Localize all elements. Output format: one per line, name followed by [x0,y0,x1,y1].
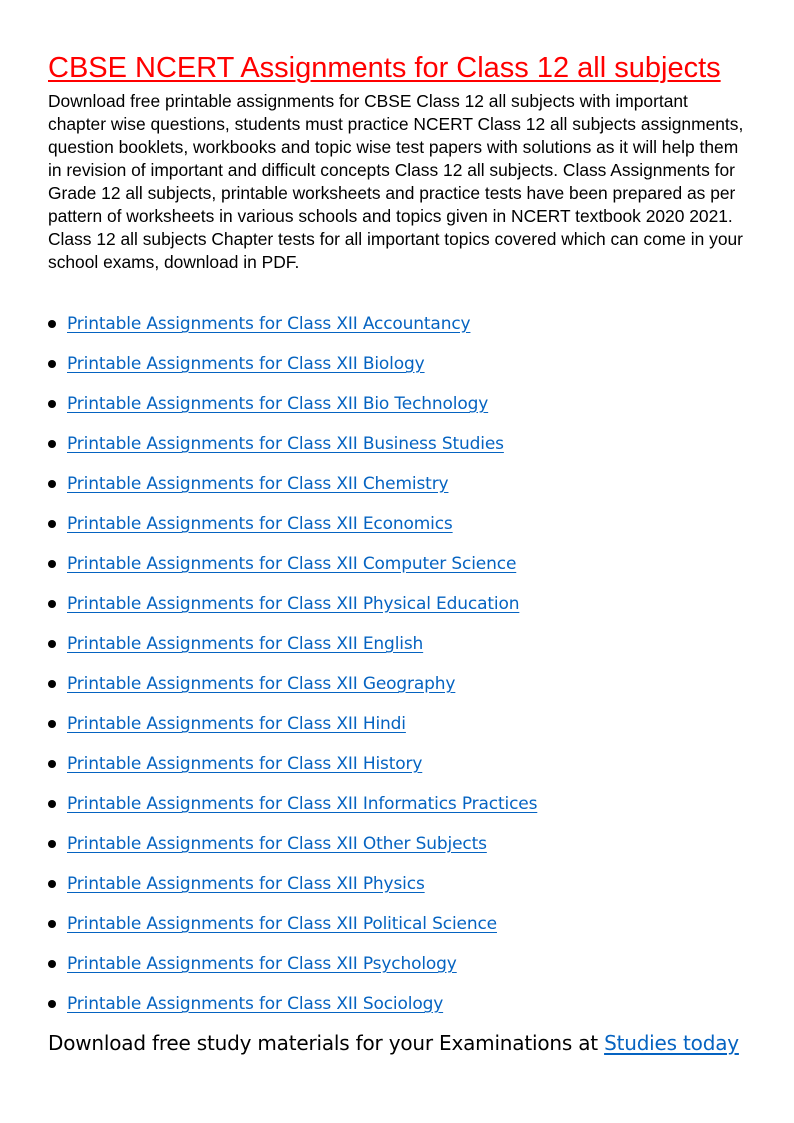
intro-paragraph: Download free printable assignments for CBSE Class 12 all subjects with important chapter wise questions, students must practice NCERT Class 12 all subjects assignments, question booklets, workbooks and topic wise test papers with solutions as it will help them in revision of important and difficult concepts Class 12 all subjects. Class Assignments for Grade 12 all subjects, printable worksheets and practice tests have been prepared as per pattern of worksheets in various schools and topics given in NCERT textbook 2020 2021. Class 12 all subjects Chapter tests for all important topics covered which can come in your school exams, download in PDF. [48,91,744,272]
bullet-icon [48,840,56,848]
list-item [48,389,537,429]
list-item [48,909,537,949]
link-computer-science[interactable]: Printable Assignments for Class XII Computer Science [67,554,517,574]
link-accountancy[interactable]: Printable Assignments for Class XII Accountancy [67,314,471,334]
list-item [48,589,537,629]
link-bio-technology[interactable]: Printable Assignments for Class XII Bio Technology [67,394,489,414]
bullet-icon [48,440,56,448]
list-item [48,549,537,589]
link-political-science[interactable]: Printable Assignments for Class XII Political Science [67,914,497,934]
bullet-icon [48,1000,56,1008]
footer-line [48,1027,739,1059]
list-item [48,709,537,749]
bullet-icon [48,920,56,928]
link-biology[interactable]: Printable Assignments for Class XII Biology [67,354,425,374]
page-title: CBSE NCERT Assignments for Class 12 all subjects [48,52,721,84]
bullet-icon [48,800,56,808]
bullet-icon [48,600,56,608]
bullet-icon [48,880,56,888]
list-item [48,309,537,349]
bullet-icon [48,680,56,688]
link-other-subjects[interactable]: Printable Assignments for Class XII Other Subjects [67,834,487,854]
list-item [48,989,537,1029]
list-item [48,349,537,389]
link-sociology[interactable]: Printable Assignments for Class XII Sociology [67,994,444,1014]
bullet-icon [48,320,56,328]
subject-link-list [48,309,537,1029]
link-business-studies[interactable]: Printable Assignments for Class XII Business Studies [67,434,504,454]
bullet-icon [48,400,56,408]
link-hindi[interactable]: Printable Assignments for Class XII Hindi [67,714,406,734]
list-item [48,429,537,469]
bullet-icon [48,760,56,768]
link-english[interactable]: Printable Assignments for Class XII English [67,634,424,654]
list-item [48,789,537,829]
list-item [48,469,537,509]
list-item [48,869,537,909]
bullet-icon [48,960,56,968]
link-chemistry[interactable]: Printable Assignments for Class XII Chemistry [67,474,449,494]
list-item [48,509,537,549]
bullet-icon [48,480,56,488]
footer-text: Download free study materials for your Examinations at [48,1031,605,1055]
studies-today-link[interactable]: Studies today [604,1031,739,1055]
link-informatics-practices[interactable]: Printable Assignments for Class XII Informatics Practices [67,794,538,814]
bullet-icon [48,520,56,528]
link-physics[interactable]: Printable Assignments for Class XII Physics [67,874,425,894]
list-item [48,749,537,789]
link-history[interactable]: Printable Assignments for Class XII History [67,754,423,774]
link-psychology[interactable]: Printable Assignments for Class XII Psychology [67,954,457,974]
link-physical-education[interactable]: Printable Assignments for Class XII Physical Education [67,594,520,614]
list-item [48,629,537,669]
link-geography[interactable]: Printable Assignments for Class XII Geography [67,674,456,694]
bullet-icon [48,720,56,728]
list-item [48,669,537,709]
bullet-icon [48,360,56,368]
list-item [48,829,537,869]
bullet-icon [48,560,56,568]
bullet-icon [48,640,56,648]
list-item [48,949,537,989]
link-economics[interactable]: Printable Assignments for Class XII Economics [67,514,453,534]
